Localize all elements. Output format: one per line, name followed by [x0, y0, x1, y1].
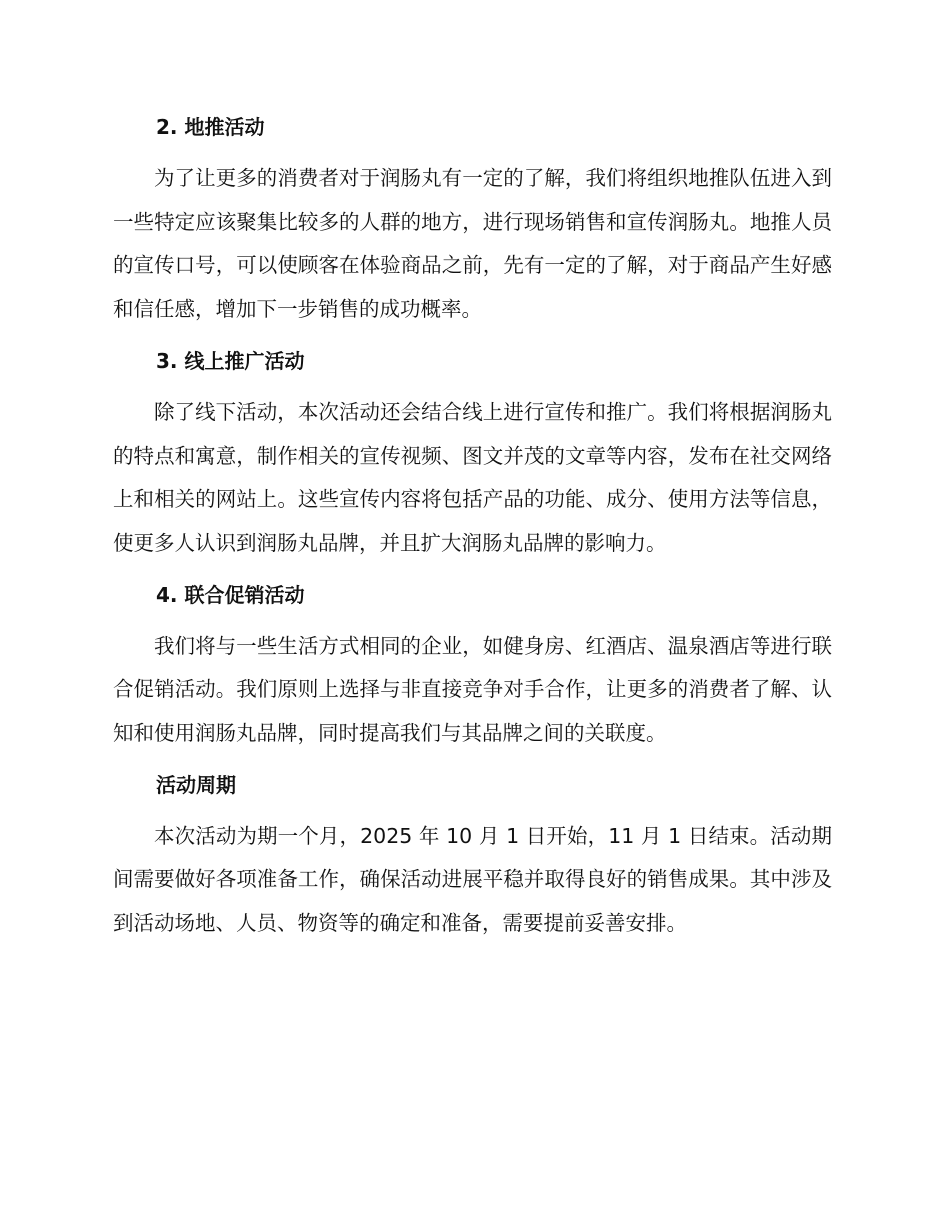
section-paragraph: 我们将与一些生活方式相同的企业，如健身房、红酒店、温泉酒店等进行联合促销活动。我们原则上选择与非直接竞争对手合作，让更多的消费者了解、认知和使用润肠丸品牌，同时提高我们与其品牌之间的关联度。	[113, 633, 832, 746]
section-paragraph: 本次活动为期一个月，2025 年 10 月 1 日开始，11 月 1 日结束。活动期间需要做好各项准备工作，确保活动进展平稳并取得良好的销售成果。其中涉及到活动场地、人员、物资等的确定和准备，需要提前妥善安排。	[113, 823, 832, 936]
section-paragraph: 为了让更多的消费者对于润肠丸有一定的了解，我们将组织地推队伍进入到一些特定应该聚集比较多的人群的地方，进行现场销售和宣传润肠丸。地推人员的宣传口号，可以使顾客在体验商品之前，先有一定的了解，对于商品产生好感和信任感，增加下一步销售的成功概率。	[113, 166, 832, 322]
section-heading: 活动周期	[156, 772, 236, 797]
section-ground-promotion	[113, 112, 832, 332]
section-online-promotion	[113, 346, 832, 566]
section-heading: 3. 线上推广活动	[156, 348, 305, 373]
section-heading: 4. 联合促销活动	[156, 582, 305, 607]
section-activity-period	[113, 770, 832, 946]
section-heading: 2. 地推活动	[156, 115, 265, 139]
section-joint-promotion	[113, 580, 832, 756]
section-paragraph: 除了线下活动，本次活动还会结合线上进行宣传和推广。我们将根据润肠丸的特点和寓意，制作相关的宣传视频、图文并茂的文章等内容，发布在社交网络上和相关的网站上。这些宣传内容将包括产品的功能、成分、使用方法等信息，使更多人认识到润肠丸品牌，并且扩大润肠丸品牌的影响力。	[113, 399, 832, 555]
